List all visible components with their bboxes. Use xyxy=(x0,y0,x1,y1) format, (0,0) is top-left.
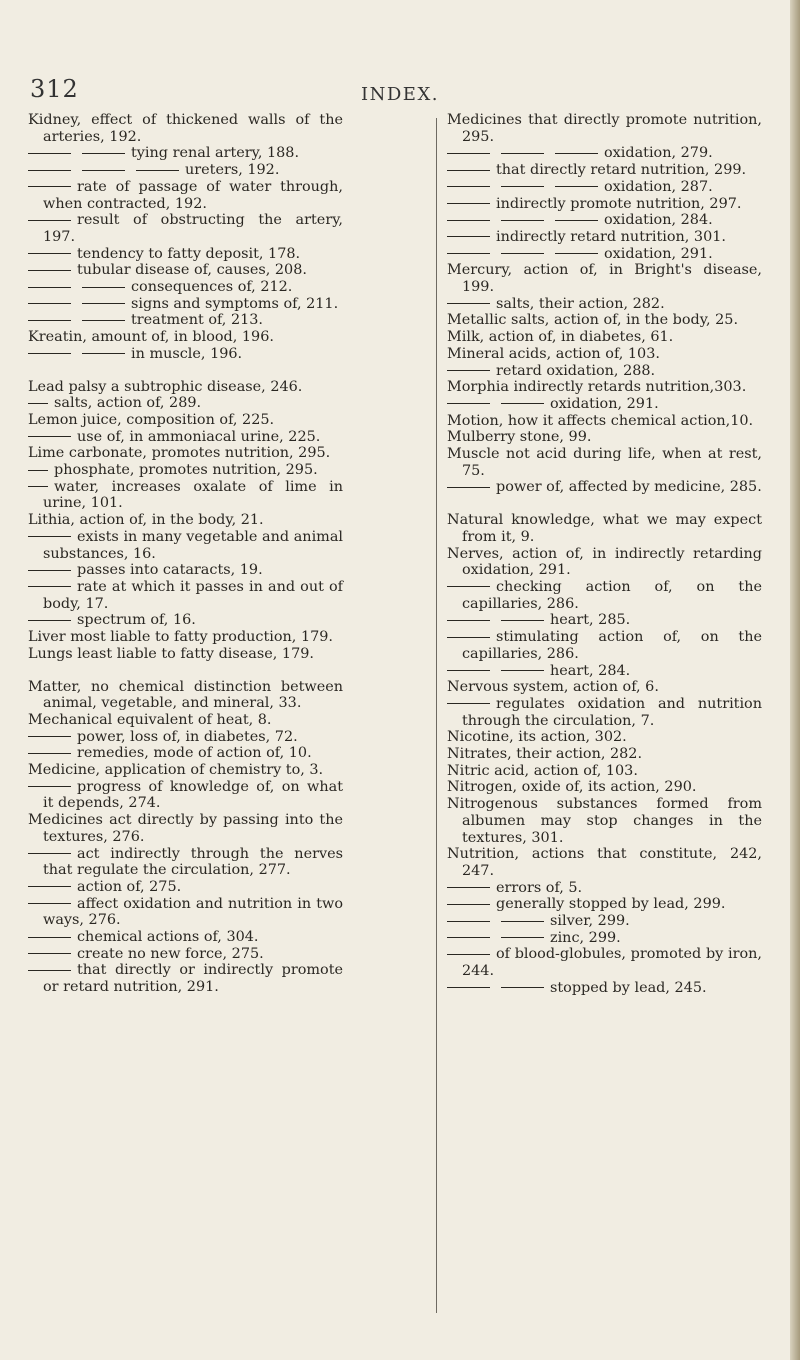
index-entry-text: tying renal artery, 188. xyxy=(131,145,300,162)
ditto-dash xyxy=(28,753,71,754)
index-entry xyxy=(447,379,762,396)
ditto-dash xyxy=(28,586,71,587)
index-entry-text: Nerves, action of, in indirectly retarding oxidation, 291. xyxy=(447,545,762,579)
index-entry xyxy=(447,612,762,629)
index-entry xyxy=(447,913,762,930)
index-entry-text: remedies, mode of action of, 10. xyxy=(77,745,312,762)
index-entry-text: Morphia indirectly retards nutrition,303. xyxy=(447,379,747,396)
ditto-dash xyxy=(82,303,125,304)
ditto-dash xyxy=(501,670,544,671)
index-entry xyxy=(447,846,762,879)
index-entry xyxy=(28,246,343,263)
index-entry xyxy=(447,179,762,196)
index-column-right xyxy=(447,112,762,997)
index-entry-text: salts, their action, 282. xyxy=(496,295,665,312)
ditto-dash xyxy=(447,253,490,254)
index-entry-text: Nitrogen, oxide of, its action, 290. xyxy=(447,779,697,796)
ditto-dash xyxy=(28,270,71,271)
index-entry-text: spectrum of, 16. xyxy=(77,612,196,629)
index-entry xyxy=(447,896,762,913)
index-entry-text: Nitrates, their action, 282. xyxy=(447,746,643,763)
index-entry-text: phosphate, promotes nutrition, 295. xyxy=(54,462,318,479)
index-entry-text: Lithia, action of, in the body, 21. xyxy=(28,512,264,529)
index-entry-text: Lead palsy a subtrophic disease, 246. xyxy=(28,378,303,395)
index-entry xyxy=(28,312,343,329)
index-entry xyxy=(28,729,343,746)
ditto-dash xyxy=(501,186,544,187)
index-entry xyxy=(28,562,343,579)
index-entry-text: rate at which it passes in and out of body, 17. xyxy=(43,578,343,612)
ditto-dash xyxy=(28,320,71,321)
index-entry xyxy=(447,446,762,479)
index-entry-text: indirectly retard nutrition, 301. xyxy=(496,228,726,245)
index-entry xyxy=(447,229,762,246)
index-entry-text: oxidation, 291. xyxy=(604,245,713,262)
index-entry-text: of blood-globules, promoted by iron, 244. xyxy=(462,946,762,980)
ditto-dash xyxy=(28,153,71,154)
index-entry xyxy=(28,479,343,512)
index-entry xyxy=(447,396,762,413)
ditto-dash xyxy=(82,320,125,321)
index-entry xyxy=(447,145,762,162)
index-entry-text: oxidation, 291. xyxy=(550,395,659,412)
index-entry xyxy=(28,279,343,296)
index-entry-text: generally stopped by lead, 299. xyxy=(496,896,726,913)
index-entry xyxy=(447,930,762,947)
index-entry xyxy=(28,962,343,995)
ditto-dash xyxy=(555,220,598,221)
index-entry-text: exists in many vegetable and animal substances, 16. xyxy=(43,528,343,562)
page-number: 312 xyxy=(30,75,79,103)
index-entry xyxy=(28,395,343,412)
ditto-dash xyxy=(28,186,71,187)
ditto-dash xyxy=(447,170,490,171)
index-entry-text: checking action of, on the capillaries, 286. xyxy=(462,578,762,612)
index-entry xyxy=(28,162,343,179)
index-entry-text: consequences of, 212. xyxy=(131,279,293,296)
index-entry-text: Matter, no chemical distinction between animal, vegetable, and mineral, 33. xyxy=(28,678,343,712)
index-entry-text: stopped by lead, 245. xyxy=(550,979,707,996)
index-entry-text: action of, 275. xyxy=(77,878,182,895)
index-entry-text: signs and symptoms of, 211. xyxy=(131,295,339,312)
ditto-dash xyxy=(28,736,71,737)
ditto-dash xyxy=(555,153,598,154)
index-entry-text: Liver most liable to fatty production, 179. xyxy=(28,629,334,646)
ditto-dash xyxy=(501,153,544,154)
ditto-dash xyxy=(28,620,71,621)
index-entry xyxy=(28,762,343,779)
index-entry-text: regulates oxidation and nutrition through the circulation, 7. xyxy=(462,695,762,729)
ditto-dash xyxy=(447,954,490,955)
index-entry-text: ureters, 192. xyxy=(185,162,280,179)
ditto-dash xyxy=(447,620,490,621)
index-entry-text: Lemon juice, composition of, 225. xyxy=(28,411,275,428)
ditto-dash xyxy=(447,487,490,488)
index-entry xyxy=(28,812,343,845)
index-entry-text: oxidation, 287. xyxy=(604,178,713,195)
index-entry xyxy=(447,779,762,796)
ditto-dash xyxy=(501,220,544,221)
ditto-dash xyxy=(28,220,71,221)
index-entry xyxy=(28,179,343,212)
index-entry xyxy=(28,445,343,462)
ditto-dash xyxy=(447,670,490,671)
ditto-dash xyxy=(447,203,490,204)
index-entry xyxy=(447,196,762,213)
ditto-dash xyxy=(28,886,71,887)
index-entry-text: that directly retard nutrition, 299. xyxy=(496,162,747,179)
index-entry xyxy=(447,880,762,897)
ditto-dash xyxy=(447,937,490,938)
index-entry-text: treatment of, 213. xyxy=(131,312,263,329)
ditto-dash xyxy=(28,253,71,254)
ditto-dash xyxy=(28,436,71,437)
ditto-dash xyxy=(28,903,71,904)
section-gap xyxy=(28,663,343,679)
index-entry xyxy=(28,262,343,279)
index-entry xyxy=(447,980,762,997)
index-entry-text: Nitric acid, action of, 103. xyxy=(447,762,638,779)
index-entry xyxy=(447,663,762,680)
index-entry-text: progress of knowledge of, on what it depends, 274. xyxy=(43,778,343,812)
index-entry xyxy=(447,946,762,979)
index-entry xyxy=(28,629,343,646)
ditto-dash xyxy=(28,786,71,787)
ditto-dash xyxy=(555,186,598,187)
index-entry-text: Mechanical equivalent of heat, 8. xyxy=(28,711,272,728)
index-entry-text: indirectly promote nutrition, 297. xyxy=(496,195,742,212)
ditto-dash xyxy=(28,403,48,404)
index-entry-text: Muscle not acid during life, when at rest, 75. xyxy=(447,446,762,479)
index-entry xyxy=(28,379,343,396)
index-entry-text: silver, 299. xyxy=(550,913,630,930)
index-entry xyxy=(28,579,343,612)
index-entry xyxy=(447,312,762,329)
index-entry-text: passes into cataracts, 19. xyxy=(77,562,263,579)
index-entry-text: Nervous system, action of, 6. xyxy=(447,679,659,696)
index-entry-text: create no new force, 275. xyxy=(77,945,264,962)
index-entry xyxy=(28,896,343,929)
ditto-dash xyxy=(555,253,598,254)
index-entry xyxy=(28,846,343,879)
index-entry xyxy=(447,746,762,763)
index-entry xyxy=(28,529,343,562)
ditto-dash xyxy=(28,970,71,971)
index-entry-text: Medicines act directly by passing into the textures, 276. xyxy=(28,812,343,845)
ditto-dash xyxy=(28,470,48,471)
ditto-dash xyxy=(28,953,71,954)
index-entry-text: Nicotine, its action, 302. xyxy=(447,729,627,746)
ditto-dash xyxy=(447,987,490,988)
index-entry-text: power, loss of, in diabetes, 72. xyxy=(77,728,298,745)
index-entry xyxy=(447,346,762,363)
index-entry xyxy=(447,729,762,746)
index-entry xyxy=(28,346,343,363)
index-entry xyxy=(28,462,343,479)
index-entry-text: affect oxidation and nutrition in two ways, 276. xyxy=(43,895,343,929)
running-head: INDEX. xyxy=(361,84,439,105)
index-entry xyxy=(28,329,343,346)
index-entry xyxy=(28,612,343,629)
index-entry xyxy=(28,412,343,429)
index-entry-text: Metallic salts, action of, in the body, 25. xyxy=(447,312,739,329)
index-entry xyxy=(447,479,762,496)
index-entry-text: Mulberry stone, 99. xyxy=(447,429,592,446)
index-entry-text: Lungs least liable to fatty disease, 179. xyxy=(28,645,314,662)
index-entry-text: Natural knowledge, what we may expect from it, 9. xyxy=(447,512,762,545)
index-entry-text: act indirectly through the nerves that regulate the circulation, 277. xyxy=(43,845,343,879)
index-entry-text: salts, action of, 289. xyxy=(54,395,202,412)
index-entry xyxy=(447,329,762,346)
index-entry-text: Medicines that directly promote nutrition, 295. xyxy=(447,112,762,145)
ditto-dash xyxy=(447,220,490,221)
ditto-dash xyxy=(136,170,179,171)
ditto-dash xyxy=(447,186,490,187)
ditto-dash xyxy=(501,403,544,404)
index-entry xyxy=(447,363,762,380)
index-entry xyxy=(28,212,343,245)
ditto-dash xyxy=(501,987,544,988)
page-edge-shadow xyxy=(790,0,800,1360)
ditto-dash xyxy=(447,403,490,404)
index-entry xyxy=(447,296,762,313)
ditto-dash xyxy=(28,536,71,537)
ditto-dash xyxy=(447,303,490,304)
ditto-dash xyxy=(447,586,490,587)
ditto-dash xyxy=(447,153,490,154)
index-entry-text: zinc, 299. xyxy=(550,929,621,946)
index-entry xyxy=(447,512,762,545)
ditto-dash xyxy=(82,170,125,171)
index-entry xyxy=(28,429,343,446)
ditto-dash xyxy=(447,904,490,905)
ditto-dash xyxy=(28,937,71,938)
ditto-dash xyxy=(28,170,71,171)
index-entry-text: Kreatin, amount of, in blood, 196. xyxy=(28,329,274,346)
index-entry-text: Mineral acids, action of, 103. xyxy=(447,345,660,362)
index-entry xyxy=(447,162,762,179)
ditto-dash xyxy=(501,253,544,254)
index-entry-text: Milk, action of, in diabetes, 61. xyxy=(447,329,674,346)
index-entry-text: rate of passage of water through, when contracted, 192. xyxy=(43,178,343,212)
index-entry-text: water, increases oxalate of lime in urine, 101. xyxy=(43,478,343,512)
index-entry xyxy=(447,579,762,612)
ditto-dash xyxy=(447,637,490,638)
index-entry-text: Mercury, action of, in Bright's disease, 199. xyxy=(447,262,762,296)
index-entry xyxy=(447,413,762,430)
index-entry-text: tendency to fatty deposit, 178. xyxy=(77,245,301,262)
index-entry xyxy=(28,879,343,896)
index-entry xyxy=(28,646,343,663)
ditto-dash xyxy=(501,937,544,938)
index-entry-text: heart, 285. xyxy=(550,612,631,629)
index-entry xyxy=(28,512,343,529)
index-entry-text: tubular disease of, causes, 208. xyxy=(77,262,307,279)
ditto-dash xyxy=(447,887,490,888)
index-entry-text: Lime carbonate, promotes nutrition, 295. xyxy=(28,445,331,462)
index-entry xyxy=(447,796,762,846)
index-entry xyxy=(447,763,762,780)
ditto-dash xyxy=(82,153,125,154)
index-entry xyxy=(28,946,343,963)
index-entry xyxy=(447,629,762,662)
index-entry-text: retard oxidation, 288. xyxy=(496,362,656,379)
ditto-dash xyxy=(501,921,544,922)
index-entry xyxy=(447,112,762,145)
index-entry xyxy=(28,929,343,946)
index-entry xyxy=(447,212,762,229)
ditto-dash xyxy=(82,353,125,354)
ditto-dash xyxy=(82,287,125,288)
index-entry xyxy=(447,246,762,263)
index-entry-text: Kidney, effect of thickened walls of the arteries, 192. xyxy=(28,112,343,145)
ditto-dash xyxy=(447,370,490,371)
ditto-dash xyxy=(28,853,71,854)
index-entry xyxy=(447,262,762,295)
index-entry xyxy=(447,429,762,446)
index-entry-text: use of, in ammoniacal urine, 225. xyxy=(77,428,321,445)
index-entry xyxy=(447,696,762,729)
index-entry-text: in muscle, 196. xyxy=(131,345,243,362)
ditto-dash xyxy=(447,703,490,704)
index-entry xyxy=(28,712,343,729)
index-entry-text: Nutrition, actions that constitute, 242, 247. xyxy=(447,846,762,879)
index-entry xyxy=(28,745,343,762)
index-entry xyxy=(447,546,762,579)
index-entry-text: Nitrogenous substances formed from albumen may stop changes in the textures, 301. xyxy=(447,796,762,846)
index-entry xyxy=(28,296,343,313)
index-entry-text: oxidation, 279. xyxy=(604,145,713,162)
index-entry-text: power of, affected by medicine, 285. xyxy=(496,479,762,496)
ditto-dash xyxy=(501,620,544,621)
ditto-dash xyxy=(28,287,71,288)
ditto-dash xyxy=(28,303,71,304)
section-gap xyxy=(28,363,343,379)
index-entry-text: Motion, how it affects chemical action,10. xyxy=(447,412,754,429)
index-entry xyxy=(447,679,762,696)
index-entry xyxy=(28,145,343,162)
index-entry-text: oxidation, 284. xyxy=(604,212,713,229)
ditto-dash xyxy=(28,570,71,571)
index-entry-text: chemical actions of, 304. xyxy=(77,929,259,946)
index-entry xyxy=(28,779,343,812)
index-entry-text: heart, 284. xyxy=(550,662,631,679)
column-divider xyxy=(436,118,437,1313)
index-entry-text: Medicine, application of chemistry to, 3. xyxy=(28,762,324,779)
index-entry-text: that directly or indirectly promote or retard nutrition, 291. xyxy=(43,962,343,996)
index-entry-text: errors of, 5. xyxy=(496,879,583,896)
index-entry xyxy=(28,112,343,145)
ditto-dash xyxy=(28,353,71,354)
index-column-left xyxy=(28,112,343,996)
section-gap xyxy=(447,496,762,512)
ditto-dash xyxy=(447,236,490,237)
index-entry-text: stimulating action of, on the capillaries, 286. xyxy=(462,629,762,662)
index-entry xyxy=(28,679,343,712)
index-entry-text: result of obstructing the artery, 197. xyxy=(43,212,343,245)
ditto-dash xyxy=(447,921,490,922)
ditto-dash xyxy=(28,486,48,487)
